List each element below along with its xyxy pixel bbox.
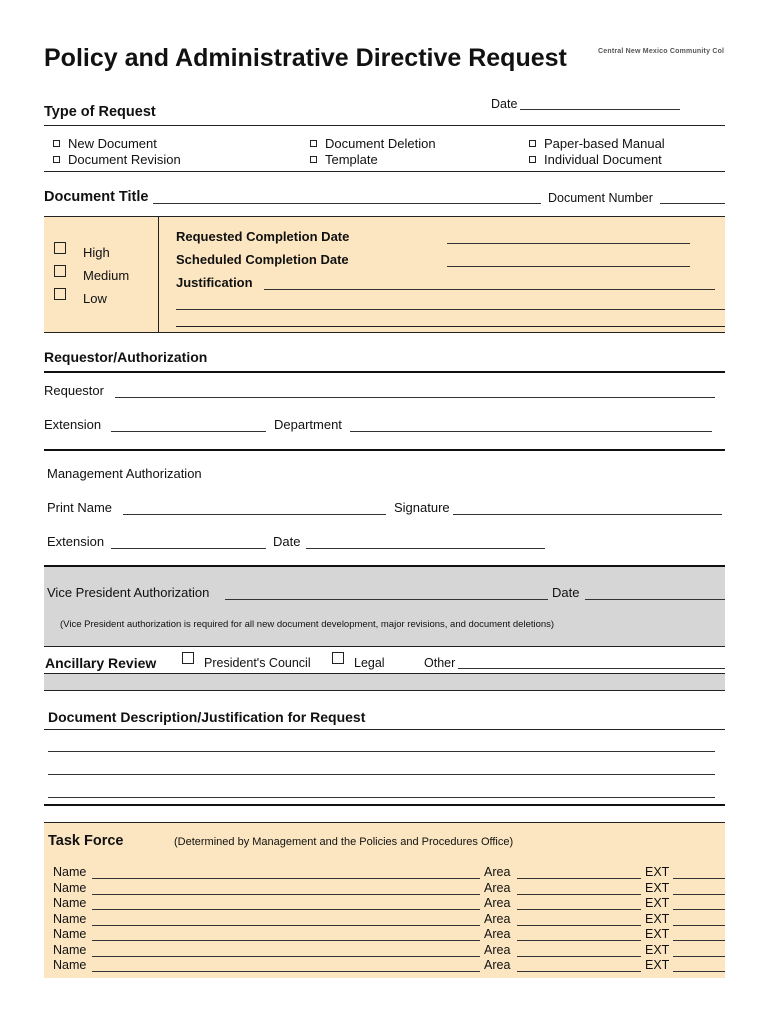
description-line[interactable]: [48, 797, 715, 798]
vp-date-label: Date: [552, 585, 580, 600]
low-priority-label: Low: [83, 291, 107, 306]
request-date-label: Date: [491, 97, 518, 111]
scheduled-completion-date-label: Scheduled Completion Date: [176, 252, 349, 267]
ext-label: EXT: [645, 865, 670, 879]
scheduled-completion-date-field[interactable]: [447, 266, 690, 267]
name-label: Name: [53, 943, 87, 957]
signature-field[interactable]: [453, 514, 722, 515]
name-label: Name: [53, 865, 87, 879]
medium-priority-label: Medium: [83, 268, 130, 283]
area-label: Area: [484, 927, 511, 941]
area-field[interactable]: [517, 925, 641, 926]
priority-section: [44, 217, 725, 332]
requestor-extension-field[interactable]: [111, 431, 266, 432]
paper-based-manual-label: Paper-based Manual: [544, 136, 665, 151]
ext-field[interactable]: [673, 971, 725, 972]
name-field[interactable]: [92, 971, 480, 972]
request-date-field[interactable]: [520, 109, 680, 110]
requestor-field[interactable]: [115, 397, 715, 398]
other-field[interactable]: [458, 668, 725, 669]
type-of-request-heading: Type of Request: [44, 104, 156, 120]
area-field[interactable]: [517, 940, 641, 941]
template-checkbox[interactable]: [310, 156, 317, 163]
ext-label: EXT: [645, 881, 670, 895]
vp-authorization-field[interactable]: [225, 599, 548, 600]
template-label: Template: [325, 152, 378, 167]
ext-field[interactable]: [673, 878, 725, 879]
institution-name: Central New Mexico Community Col: [598, 48, 725, 55]
vp-authorization-label: Vice President Authorization: [47, 585, 210, 600]
justification-label: Justification: [176, 275, 253, 290]
name-label: Name: [53, 896, 87, 910]
requestor-authorization-heading: Requestor/Authorization: [44, 349, 208, 365]
name-label: Name: [53, 958, 87, 972]
signature-label: Signature: [394, 500, 450, 515]
divider: [44, 449, 725, 451]
high-priority-label: High: [83, 245, 110, 260]
task-force-note: (Determined by Management and the Policies and Procedures Office): [174, 836, 514, 848]
task-force-row: [0, 896, 770, 912]
task-force-row: [0, 943, 770, 959]
name-field[interactable]: [92, 878, 480, 879]
document-revision-checkbox[interactable]: [53, 156, 60, 163]
document-title-field[interactable]: [153, 203, 541, 204]
management-extension-label: Extension: [47, 534, 105, 549]
vp-note: (Vice President authorization is required for all new document development, major revisions, and document deletions): [60, 619, 555, 630]
presidents-council-checkbox[interactable]: [182, 652, 194, 664]
task-force-row: [0, 958, 770, 974]
requested-completion-date-label: Requested Completion Date: [176, 229, 350, 244]
requestor-label: Requestor: [44, 383, 104, 398]
ext-field[interactable]: [673, 956, 725, 957]
document-number-field[interactable]: [660, 203, 725, 204]
area-label: Area: [484, 958, 511, 972]
management-date-label: Date: [273, 534, 301, 549]
area-field[interactable]: [517, 956, 641, 957]
presidents-council-label: President's Council: [204, 656, 311, 670]
justification-line[interactable]: [176, 326, 725, 327]
area-label: Area: [484, 896, 511, 910]
divider: [44, 125, 725, 126]
description-line[interactable]: [48, 751, 715, 752]
page-title: Policy and Administrative Directive Request: [44, 44, 567, 72]
name-field[interactable]: [92, 925, 480, 926]
divider: [158, 217, 159, 332]
management-extension-field[interactable]: [111, 548, 266, 549]
area-label: Area: [484, 865, 511, 879]
name-field[interactable]: [92, 909, 480, 910]
area-label: Area: [484, 943, 511, 957]
name-field[interactable]: [92, 894, 480, 895]
ext-label: EXT: [645, 927, 670, 941]
ext-label: EXT: [645, 912, 670, 926]
area-field[interactable]: [517, 894, 641, 895]
area-field[interactable]: [517, 971, 641, 972]
low-priority-checkbox[interactable]: [54, 288, 66, 300]
divider: [44, 371, 725, 373]
description-line[interactable]: [48, 774, 715, 775]
vp-authorization-section: [44, 565, 725, 647]
divider-band: [44, 673, 725, 691]
task-force-row: [0, 927, 770, 943]
other-label: Other: [424, 656, 456, 670]
divider: [44, 729, 725, 730]
ancillary-review-heading: Ancillary Review: [45, 655, 157, 671]
ext-label: EXT: [645, 896, 670, 910]
justification-line[interactable]: [176, 309, 725, 310]
task-force-row: [0, 865, 770, 881]
legal-label: Legal: [354, 656, 385, 670]
ext-label: EXT: [645, 958, 670, 972]
task-force-row: [0, 912, 770, 928]
ext-label: EXT: [645, 943, 670, 957]
area-label: Area: [484, 912, 511, 926]
divider: [44, 332, 725, 333]
management-authorization-heading: Management Authorization: [47, 466, 202, 481]
department-field[interactable]: [350, 431, 712, 432]
department-label: Department: [274, 417, 342, 432]
high-priority-checkbox[interactable]: [54, 242, 66, 254]
management-date-field[interactable]: [306, 548, 545, 549]
task-force-heading: Task Force: [48, 833, 124, 849]
ext-field[interactable]: [673, 894, 725, 895]
area-label: Area: [484, 881, 511, 895]
divider: [44, 804, 725, 806]
vp-date-field[interactable]: [585, 599, 725, 600]
document-revision-label: Document Revision: [68, 152, 181, 167]
requestor-extension-label: Extension: [44, 417, 102, 432]
print-name-label: Print Name: [47, 500, 113, 515]
new-document-label: New Document: [68, 136, 157, 151]
document-deletion-label: Document Deletion: [325, 136, 436, 151]
name-label: Name: [53, 881, 87, 895]
document-deletion-checkbox[interactable]: [310, 140, 317, 147]
ext-field[interactable]: [673, 925, 725, 926]
area-field[interactable]: [517, 909, 641, 910]
requested-completion-date-field[interactable]: [447, 243, 690, 244]
description-heading: Document Description/Justification for Request: [48, 709, 366, 725]
document-title-label: Document Title: [44, 189, 149, 205]
name-label: Name: [53, 927, 87, 941]
ext-field[interactable]: [673, 909, 725, 910]
justification-field[interactable]: [264, 289, 715, 290]
legal-checkbox[interactable]: [332, 652, 344, 664]
name-field[interactable]: [92, 940, 480, 941]
name-field[interactable]: [92, 956, 480, 957]
individual-document-checkbox[interactable]: [529, 156, 536, 163]
document-number-label: Document Number: [548, 191, 653, 205]
divider: [44, 171, 725, 172]
name-label: Name: [53, 912, 87, 926]
individual-document-label: Individual Document: [544, 152, 662, 167]
ext-field[interactable]: [673, 940, 725, 941]
area-field[interactable]: [517, 878, 641, 879]
print-name-field[interactable]: [123, 514, 386, 515]
medium-priority-checkbox[interactable]: [54, 265, 66, 277]
paper-based-manual-checkbox[interactable]: [529, 140, 536, 147]
task-force-row: [0, 881, 770, 897]
new-document-checkbox[interactable]: [53, 140, 60, 147]
